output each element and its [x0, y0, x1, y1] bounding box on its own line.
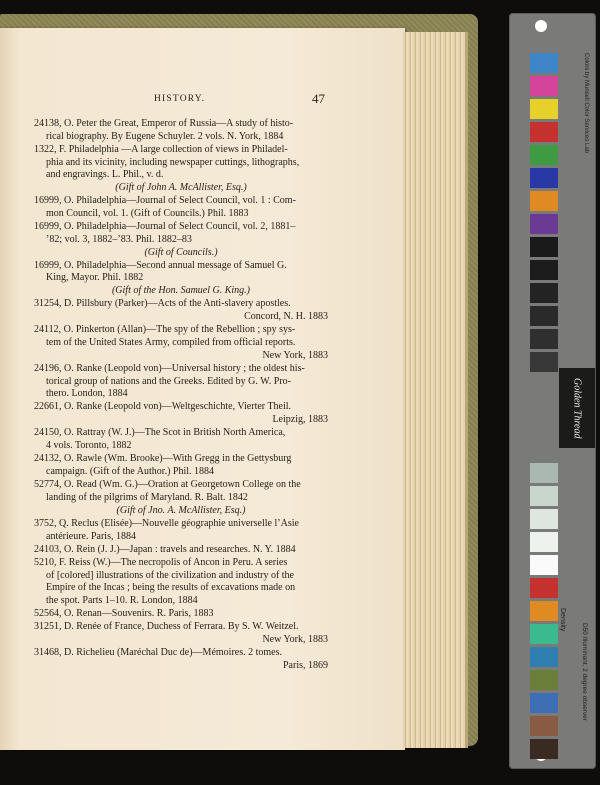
catalog-entry-pillsbury: [34, 298, 328, 323]
swatch-top-0: [530, 53, 558, 73]
swatch-bottom-8: [530, 647, 558, 667]
entry-line: King, Mayor. Phil. 1882: [46, 272, 144, 284]
catalog-entry-rein: [34, 544, 328, 557]
catalog-entry-philadelphia-journal-1: [34, 195, 328, 220]
swatch-bottom-4: [530, 555, 558, 575]
swatch-top-10: [530, 283, 558, 303]
entry-line: antérieure. Paris, 1884: [46, 530, 136, 542]
entry-line: Leipzig, 1883: [272, 414, 328, 426]
entry-line: and engravings. L. Phil., v. d.: [46, 169, 164, 181]
card-side-text: Colors by Munsell Color Services Lab: [583, 53, 589, 154]
gift-note: (Gift of the Hon. Samuel G. King.): [111, 285, 251, 297]
entry-line: New York, 1883: [262, 634, 328, 646]
entry-line: 4 vols. Toronto, 1882: [46, 440, 132, 452]
swatch-top-1: [530, 76, 558, 96]
catalog-entry-pinkerton: [34, 324, 328, 362]
entry-line: mon Council, vol. 1. (Gift of Councils.) Phil. 1883: [46, 207, 249, 219]
catalog-entry-rattray: [34, 427, 328, 452]
entry-line: Concord, N. H. 1883: [244, 311, 328, 323]
swatch-top-11: [530, 306, 558, 326]
entry-line: phia and its vicinity, including newspaper cuttings, lithographs,: [46, 156, 300, 168]
swatch-bottom-3: [530, 532, 558, 552]
swatch-gap: [530, 375, 558, 463]
swatch-top-5: [530, 168, 558, 188]
gift-note: (Gift of Councils.): [144, 246, 218, 258]
card-hole-top: [535, 20, 547, 32]
entry-line: 31254, D. Pillsbury (Parker)—Acts of the Anti-slavery apostles.: [34, 298, 291, 310]
entry-line: ’82; vol. 3, 1882–’83. Phil. 1882–83: [46, 233, 192, 245]
entry-line: 1322, F. Philadelphia —A large collection of views in Philadel-: [34, 143, 288, 155]
swatch-bottom-2: [530, 509, 558, 529]
catalog-entry-renee: [34, 621, 328, 646]
swatch-top-4: [530, 145, 558, 165]
entry-line: 22661, O. Ranke (Leopold von)—Weltgeschichte, Vierter Theil.: [34, 401, 292, 413]
entry-line: rical biography. By Eugene Schuyler. 2 vols. N. York, 1884: [46, 130, 284, 142]
catalog-entry-ranke-2: [34, 401, 328, 426]
entry-line: of [colored] illustrations of the civilization and industry of the: [46, 569, 294, 581]
entry-line: landing of the pilgrims of Maryland. R. Balt. 1842: [46, 491, 248, 503]
entry-line: 31468, D. Richelieu (Maréchal Duc de)—Mémoires. 2 tomes.: [34, 647, 282, 659]
page-number: 47: [312, 91, 325, 106]
color-swatches: [530, 53, 558, 762]
entry-line: the spot. Parts 1–10. R. London, 1884: [46, 595, 198, 607]
color-calibration-card: [509, 13, 596, 769]
entry-line: 52774, O. Read (Wm. G.)—Oration at Georgetown College on the: [34, 479, 301, 491]
density-label: Density: [559, 608, 566, 632]
swatch-bottom-6: [530, 601, 558, 621]
entry-line: thero. London, 1884: [46, 388, 128, 400]
entry-line: New York, 1883: [262, 349, 328, 361]
entry-line: torical group of nations and the Greeks. Edited by G. W. Pro-: [46, 375, 291, 387]
swatch-top-12: [530, 329, 558, 349]
swatch-bottom-0: [530, 463, 558, 483]
entry-line: 3752, Q. Reclus (Elisée)—Nouvelle géographie universelle l’Asie: [34, 517, 299, 529]
entry-line: 24103, O. Rein (J. J.)—Japan : travels and researches. N. Y. 1884: [34, 543, 296, 555]
entry-line: 24132, O. Rawle (Wm. Brooke)—With Gregg in the Gettysburg: [34, 453, 292, 465]
entry-line: 16999, O. Philadelphia—Second annual message of Samuel G.: [34, 259, 287, 271]
entry-line: campaign. (Gift of the Author.) Phil. 1884: [46, 465, 215, 477]
swatch-top-2: [530, 99, 558, 119]
swatch-bottom-1: [530, 486, 558, 506]
catalog-entry-philadelphia-journal-2: [34, 221, 328, 259]
entry-line: Paris, 1869: [283, 660, 328, 672]
swatch-top-3: [530, 122, 558, 142]
swatch-top-13: [530, 352, 558, 372]
entry-line: 24150, O. Rattray (W. J.)—The Scot in British North America,: [34, 427, 286, 439]
swatch-bottom-10: [530, 693, 558, 713]
catalog-entry-peter: [34, 118, 328, 143]
entry-line: 5210, F. Reiss (W.)—The necropolis of Ancon in Peru. A series: [34, 556, 288, 568]
card-bottom-text: D50 Illuminant, 2 degree observer: [581, 623, 588, 721]
entry-line: 24112, O. Pinkerton (Allan)—The spy of the Rebellion ; spy sys-: [34, 324, 296, 336]
entry-line: tem of the United States Army, compiled from official reports.: [46, 336, 296, 348]
entry-line: Empire of the Incas ; being the results of excavations made on: [46, 582, 296, 594]
catalog-entry-ranke-1: [34, 363, 328, 401]
swatch-top-6: [530, 191, 558, 211]
swatch-bottom-5: [530, 578, 558, 598]
swatch-bottom-9: [530, 670, 558, 690]
swatch-top-9: [530, 260, 558, 280]
swatch-bottom-11: [530, 716, 558, 736]
gift-note: (Gift of Jno. A. McAllister, Esq.): [116, 504, 246, 516]
entry-line: 16999, O. Philadelphia—Journal of Select Council, vol. 2, 1881–: [34, 221, 296, 233]
entry-line: 24196, O. Ranke (Leopold von)—Universal history ; the oldest his-: [34, 362, 305, 374]
entry-line: 24138, O. Peter the Great, Emperor of Russia—A study of histo-: [34, 118, 294, 129]
catalog-entries: [34, 118, 328, 673]
catalog-entry-philadelphia-views: [34, 144, 328, 195]
gift-note: (Gift of John A. McAllister, Esq.): [115, 182, 247, 194]
catalog-entry-renan: [34, 608, 328, 621]
swatch-bottom-7: [530, 624, 558, 644]
running-head: HISTORY.: [154, 94, 206, 104]
swatch-top-7: [530, 214, 558, 234]
swatch-top-8: [530, 237, 558, 257]
page-edges: [403, 32, 468, 748]
catalog-entry-richelieu: [34, 647, 328, 672]
brand-label: Golden Thread: [559, 368, 595, 448]
entry-line: 31251, D. Renée of France, Duchess of Ferrara. By S. W. Weitzel.: [34, 621, 299, 633]
catalog-entry-philadelphia-message: [34, 260, 328, 298]
swatch-bottom-12: [530, 739, 558, 759]
entry-line: 52564, O. Renan—Souvenirs. R. Paris, 1883: [34, 608, 214, 620]
catalog-entry-rawle: [34, 453, 328, 478]
catalog-entry-read: [34, 479, 328, 517]
catalog-entry-reclus: [34, 518, 328, 543]
entry-line: 16999, O. Philadelphia—Journal of Select Council, vol. 1 : Com-: [34, 195, 296, 207]
page-header: [34, 91, 334, 110]
catalog-entry-reiss: [34, 557, 328, 608]
